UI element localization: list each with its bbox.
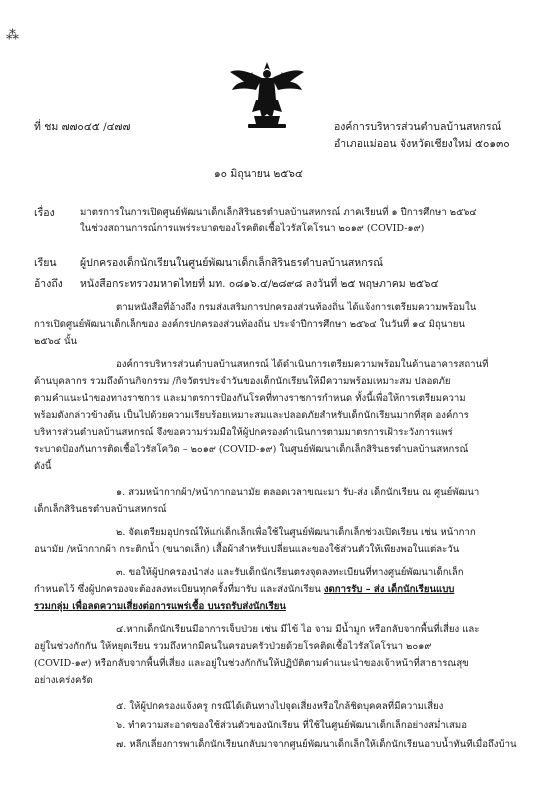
organization-address: อำเภอแม่ออน จังหวัดเชียงใหม่ ๕๐๑๓๐ [334, 138, 510, 150]
subject-line-1: มาตรการในการเปิดศูนย์พัฒนาเด็กเล็กสิรินธรตำบลบ้านสหกรณ์ ภาคเรียนที่ ๑ ปีการศึกษา ๒๕๖๔ [80, 207, 477, 218]
corner-mark: ⁂ [6, 28, 19, 43]
paragraph-2-line-7: ดังนี้ [34, 461, 52, 472]
reference-number: ที่ ชม ๗๗๐๔๕ /๔๗๗ [34, 121, 131, 133]
item-2-line-2: อนามัย /หน้ากากผ้า กระติกน้ำ (ขนาดเล็ก) เสื้อผ้าสำหรับเปลี่ยนและของใช้ส่วนตัวให้เพียงพอในแต่ละวัน [34, 544, 460, 555]
item-1-line-1: ๑. สวมหน้ากากผ้า/หน้ากากอนามัย ตลอดเวลาขณะมา รับ-ส่ง เด็กนักเรียน ณ ศูนย์พัฒนา [116, 487, 480, 498]
to-label: เรียน [34, 257, 57, 269]
item-6: ๖. ทำความสะอาดของใช้ส่วนตัวของนักเรียน ที่ใช้ในศูนย์พัฒนาเด็กเล็กอย่างสม่ำเสมอ [116, 720, 467, 731]
paragraph-2-line-6: ระบาดป้องกันการติดเชื้อไวรัสโควิด – ๒๐๑๙ (COVID-๑๙) ในศูนย์พัฒนาเด็กเล็กสิรินธรตำบลบ้านสหกรณ์ [34, 444, 469, 455]
paragraph-1-line-3: ๒๕๖๔ นั้น [34, 336, 78, 347]
item-4-line-4: อย่างเคร่งครัด [34, 675, 93, 686]
subject-label: เรื่อง [34, 207, 55, 219]
paragraph-2-line-3: ตามคำแนะนำของทางราชการ และมาตรการป้องกันโรคที่ทางราชการกำหนด ทั้งนี้เพื่อให้การเตรียมความ [34, 393, 466, 404]
item-4-line-2: อยู่ในช่วงกักกัน ให้หยุดเรียน รวมถึงหากมีคนในครอบครัวป่วยด้วยโรคติดเชื้อไวรัสโคโรนา ๒๐๑๙ [34, 641, 432, 652]
item-7: ๗. หลีกเลี่ยงการพาเด็กนักเรียนกลับมาจากศูนย์พัฒนาเด็กเล็กให้เด็กนักเรียนอาบน้ำทันทีเมื่อถึงบ้าน [116, 739, 517, 750]
paragraph-2-line-2: ด้านบุคลากร รวมถึงด้านกิจกรรม /กิจวัตรประจำวันของเด็กนักเรียนให้มีความพร้อมเหมาะสม ปลอดภัย [34, 376, 451, 387]
item-2-line-1: ๒. จัดเตรียมอุปกรณ์ให้แก่เด็กเล็กเพื่อใช้ในศูนย์พัฒนาเด็กเล็กช่วงเปิดเรียน เช่น หน้ากาก [116, 527, 476, 538]
paragraph-2-line-1: องค์การบริหารส่วนตำบลบ้านสหกรณ์ ได้ดำเนินการเตรียมความพร้อมในด้านอาคารสถานที่ [116, 359, 489, 370]
item-4-line-3: (COVID-๑๙) หรือกลับจากพื้นที่เสี่ยง และอยู่ในช่วงกักกันให้ปฏิบัติตามคำแนะนำของเจ้าหน้าที่สาธารณสุข [34, 658, 469, 669]
to-text: ผู้ปกครองเด็กนักเรียนในศูนย์พัฒนาเด็กเล็กสิรินธรตำบลบ้านสหกรณ์ [80, 257, 383, 269]
item-5: ๕. ให้ผู้ปกครองแจ้งครู กรณีได้เดินทางไปจุดเสี่ยงหรือใกล้ชิดบุคคลที่มีความเสี่ยง [116, 701, 444, 712]
reference-text: หนังสือกระทรวงมหาดไทยที่ มท. ๐๘๑๖.๔/๒๘๙๘ ลงวันที่ ๒๕ พฤษภาคม ๒๕๖๔ [80, 278, 439, 290]
item-3-emphasis-b: รวมกลุ่ม เพื่อลดความเสี่ยงต่อการแพร่เชื้อ บนรถรับส่งนักเรียน [34, 601, 286, 612]
item-3-line-1: ๓. ขอให้ผู้ปกครองนำส่ง และรับเด็กนักเรียนตรงจุดลงทะเบียนที่ทางศูนย์พัฒนาเด็กเล็ก [116, 567, 464, 578]
item-1-line-2: เด็กเล็กสิรินธรตำบลบ้านสหกรณ์ [34, 504, 167, 515]
paragraph-2-line-5: บริหารส่วนตำบลบ้านสหกรณ์ จึงขอความร่วมมือให้ผู้ปกครองดำเนินการตามมาตรการเฝ้าระวังการแพร่ [34, 427, 453, 438]
organization-name: องค์การบริหารส่วนตำบลบ้านสหกรณ์ [334, 121, 502, 133]
paragraph-2-line-4: พร้อมดังกล่าวข้างต้น เป็นไปด้วยความเรียบร้อยเหมาะสมและปลอดภัยสำหรับเด็กนักเรียนมากที่สุด องค์การ [34, 410, 469, 421]
document-date: ๑๐ มิถุนายน ๒๕๖๔ [214, 168, 303, 180]
reference-label: อ้างถึง [34, 278, 63, 290]
garuda-emblem [228, 60, 306, 130]
item-3-line-2 [34, 583, 454, 597]
paragraph-1-line-1: ตามหนังสือที่อ้างถึง กรมส่งเสริมการปกครองส่วนท้องถิ่น ได้แจ้งการเตรียมความพร้อมใน [116, 302, 477, 313]
item-3-emphasis-a: งดการรับ – ส่ง เด็กนักเรียนแบบ [323, 584, 455, 595]
paragraph-1-line-2: การเปิดศูนย์พัฒนาเด็กเล็กของ องค์กรปกครองส่วนท้องถิ่น ประจำปีการศึกษา ๒๕๖๔ ในวันที่ ๑๔ มิถุนายน [34, 319, 465, 330]
item-4-line-1: ๔.หากเด็กนักเรียนมีอาการเจ็บป่วย เช่น มีไข้ ไอ จาม มีน้ำมูก หรือกลับจากพื้นที่เสี่ยง และ [116, 624, 480, 635]
subject-line-2: ในช่วงสถานการณ์การแพร่ระบาดของโรคติดเชื้อไวรัสโคโรนา ๒๐๑๙ (COVID-๑๙) [80, 223, 425, 234]
item-3-text: กำหนดไว้ ซึ่งผู้ปกครองจะต้องลงทะเบียนทุกครั้งที่มารับ และส่งนักเรียน [34, 584, 321, 595]
